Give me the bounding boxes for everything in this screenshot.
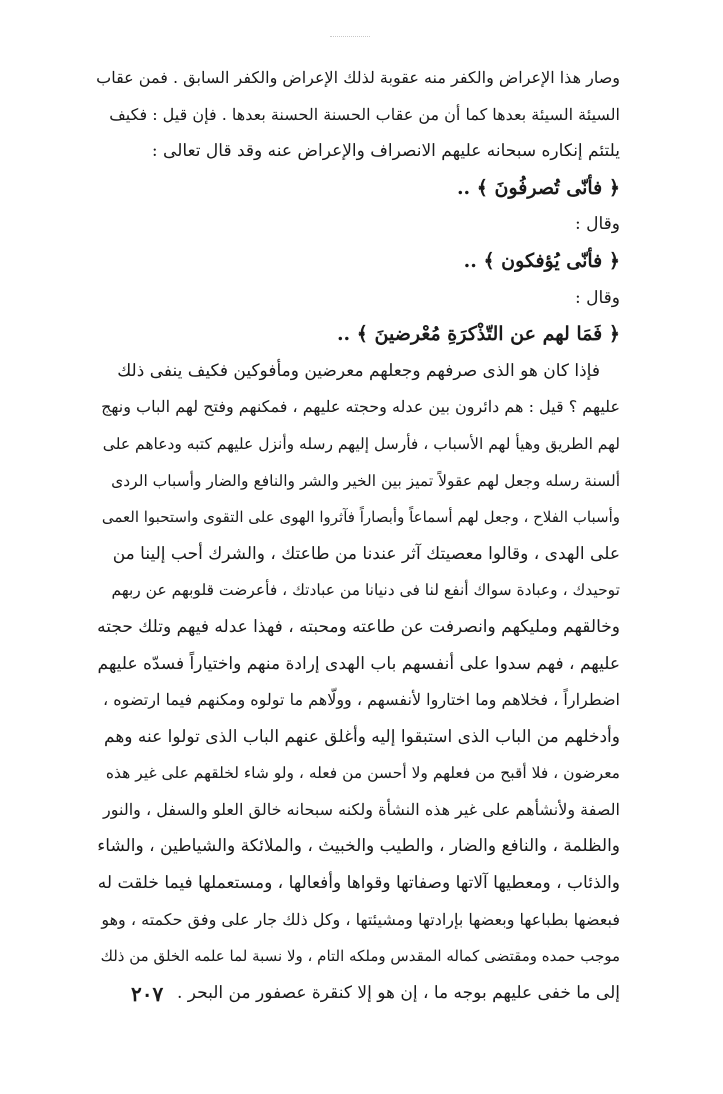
text-line: على الهدى ، وقالوا معصيتك آثر عندنا من طاعتك ، والشرك أحب إلينا من <box>112 543 620 564</box>
text-line: وقال : <box>575 214 620 235</box>
text-line: السيئة السيئة بعدها كما أن من عقاب الحسنة الحسنة بعدها . فإن قيل : فكيف <box>109 104 620 124</box>
text-line: عليهم ؟ قيل : هم دائرون بين عدله وحجته عليهم ، فمكنهم وفتح لهم الباب ونهج <box>101 397 620 417</box>
text-line: الصفة ولأنشأهم على غير هذه النشأة ولكنه سبحانه خالق العلو والسفل ، والنور <box>103 799 620 819</box>
text-line: والذئاب ، ومعطيها آلاتها وصفاتها وقواها وأفعالها ، ومستعملها فيما خلقت له <box>97 873 620 894</box>
header-divider <box>330 36 370 37</box>
page-number: ٢٠٧ <box>131 982 164 1006</box>
text-line: توحيدك ، وعبادة سواك أنفع لنا فى دنيانا من عبادتك ، فأعرضت قلوبهم عن ربهم <box>111 581 620 600</box>
text-line: وقال : <box>575 287 620 308</box>
text-line: موجب حمده ومقتضى كماله المقدس وملكه التام ، ولا نسبة لما علمه الخلق من ذلك <box>100 947 620 966</box>
text-line: وأسباب الفلاح ، وجعل لهم أسماعاً وأبصاراً فآثروا الهوى على التقوى واستحبوا العمى <box>101 508 620 527</box>
text-line: لهم الطريق وهيأ لهم الأسباب ، فأرسل إليهم رسله وأنزل عليهم كتبه ودعاهم على <box>102 434 620 453</box>
text-line: وأدخلهم من الباب الذى استبقوا إليه وأغلق عنهم الباب الذى تولوا عنه وهم <box>104 726 620 747</box>
quran-verse: ﴿ فأنّى تُصرفُونَ ﴾ .. <box>456 176 620 199</box>
body-text <box>96 60 620 1011</box>
text-line: يلتئم إنكاره سبحانه عليهم الانصراف والإعراض عنه وقد قال تعالى : <box>151 141 620 162</box>
text-line: وصار هذا الإعراض والكفر منه عقوبة لذلك الإعراض والكفر السابق . فمن عقاب <box>96 68 620 87</box>
text-line: وخالقهم ومليكهم وانصرفت عن طاعته ومحبته ، فهذا عدله فيهم وتلك حجته <box>97 616 620 637</box>
text-line: فإذا كان هو الذى صرفهم وجعلهم معرضين ومأفوكين فكيف ينفى ذلك <box>117 360 600 381</box>
text-line: إلى ما خفى عليهم بوجه ما ، إن هو إلا كنقرة عصفور من البحر . <box>176 982 620 1003</box>
text-line: معرضون ، فلا أقبح من فعلهم ولا أحسن من فعله ، ولو شاء لخلقهم على غير هذه <box>105 764 620 783</box>
quran-verse: ﴿ فأنّى يُؤفكون ﴾ .. <box>463 249 620 272</box>
text-line: اضطراراً ، فخلاهم وما اختاروا لأنفسهم ، وولّاهم ما تولوه ومكنهم فيما ارتضوه ، <box>103 690 620 710</box>
text-line: والظلمة ، والنافع والضار ، والطيب والخبيث ، والملائكة والشياطين ، والشاء <box>97 836 620 857</box>
text-line: فبعضها بطباعها وبعضها بإرادتها ومشيئتها ، وكل ذلك جار على وفق حكمته ، وهو <box>101 909 620 929</box>
text-line: ألسنة رسله وجعل لهم عقولاً تميز بين الخير والشر والنافع والضار وأسباب الردى <box>111 471 620 490</box>
text-line: عليهم ، فهم سدوا على أنفسهم باب الهدى إرادة منهم واختياراً فسدّه عليهم <box>97 653 620 674</box>
quran-verse: ﴿ فَمَا لهم عن التّذْكرَةِ مُعْرضينَ ﴾ .. <box>336 323 620 346</box>
